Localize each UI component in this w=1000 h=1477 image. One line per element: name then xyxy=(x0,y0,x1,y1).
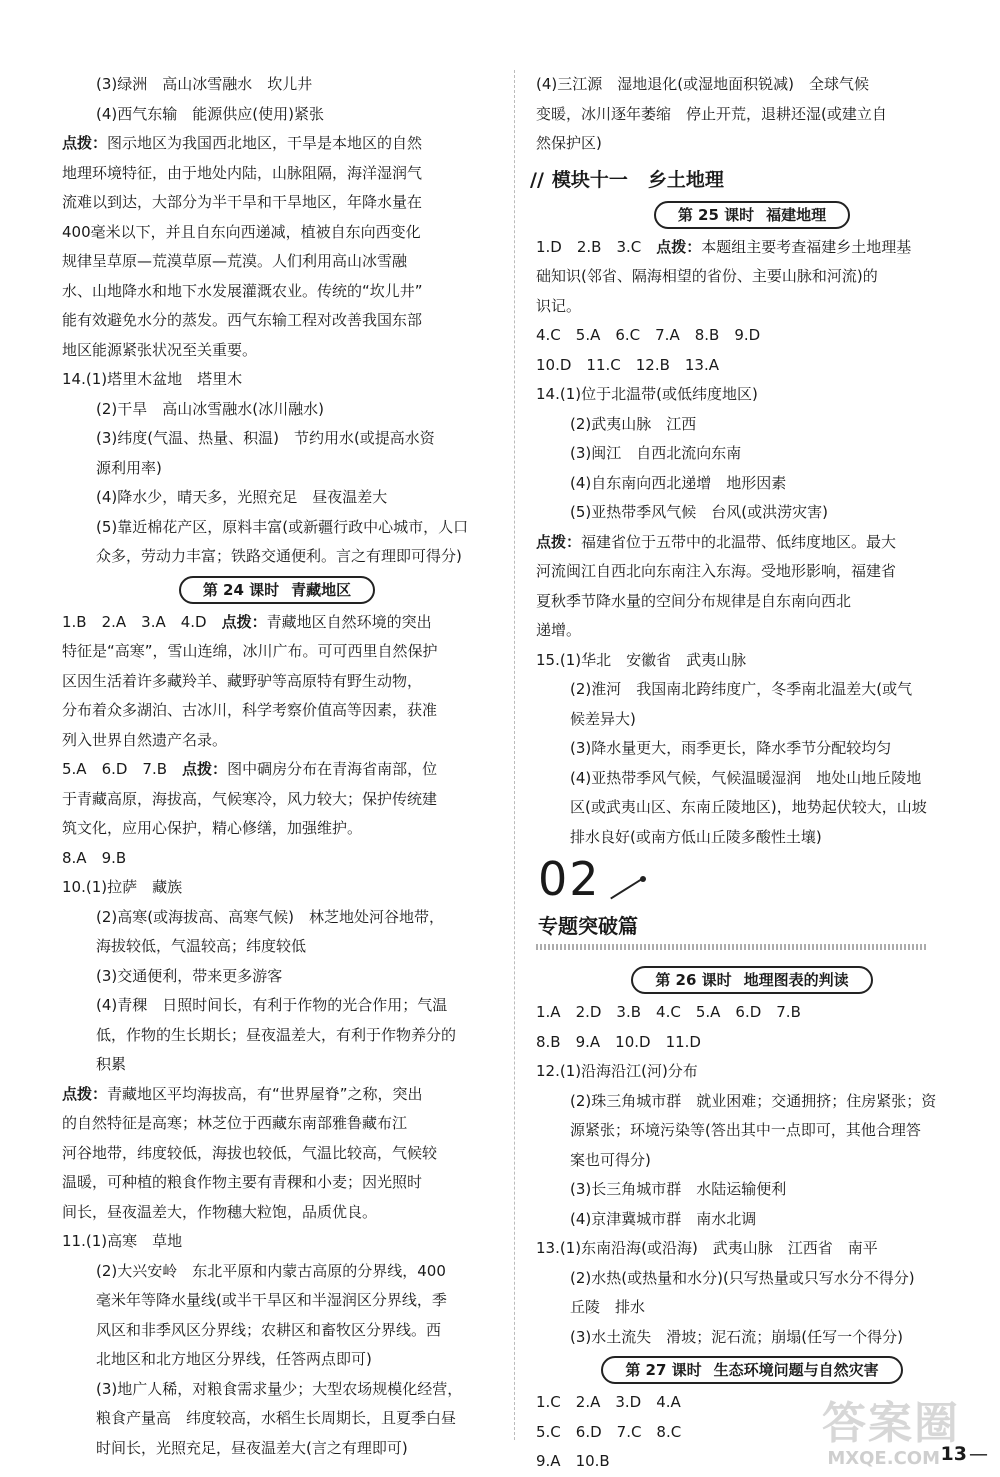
lesson-25-header: 第 25 课时 福建地理 xyxy=(536,201,968,229)
text-line: 于青藏高原，海拔高，气候寒冷，风力较大；保护传统建 xyxy=(62,789,438,808)
text-line: 温暖，可种植的粮食作物主要有青稞和小麦；因光照时 xyxy=(62,1173,423,1191)
text-line: 400毫米以下，并且自东向西递减，植被自东向西变化 xyxy=(62,222,421,241)
section-header xyxy=(536,852,968,962)
text-line: (2)大兴安岭 东北平原和内蒙古高原的分界线，400 xyxy=(96,1261,446,1280)
text-line: 特征是“高寒”，雪山连绵，冰川广布。可可西里自然保护 xyxy=(62,642,438,660)
text-line: 能有效避免水分的蒸发。西气东输工程对改善我国东部 xyxy=(62,311,423,329)
text-line: (4)京津冀城市群 南水北调 xyxy=(570,1209,757,1228)
text-line: 8.B 9.A 10.D 11.D xyxy=(536,1032,701,1051)
section-title: 专题突破篇 xyxy=(538,914,638,938)
text-line: 1.C 2.A 3.D 4.A xyxy=(536,1393,681,1411)
text-line: (2)珠三角城市群 就业困难；交通拥挤；住房紧张；资 xyxy=(570,1091,937,1110)
text-line: 列入世界自然遗产名录。 xyxy=(62,730,228,749)
text-line: 风区和非季风区分界线；农耕区和畜牧区分界线。西 xyxy=(96,1320,442,1339)
text-line: (2)武夷山脉 江西 xyxy=(570,414,697,433)
watermark-url: MXQE.COM xyxy=(827,1448,940,1469)
text-line: 5.C 6.D 7.C 8.C xyxy=(536,1422,682,1441)
question-line: 11.(1)高寒 草地 xyxy=(62,1232,183,1250)
note-line: 点拨：福建省位于五带中的北温带、低纬度地区。最大 xyxy=(536,532,897,551)
text-line: 10.D 11.C 12.B 13.A xyxy=(536,355,719,374)
text-line: 低，作物的生长期长；昼夜温差大，有利于作物养分的 xyxy=(96,1025,457,1044)
text-line: (3)降水量更大，雨季更长，降水季节分配较均匀 xyxy=(570,739,892,757)
note-line: 点拨：图示地区为我国西北地区，干旱是本地区的自然 xyxy=(62,134,423,152)
text-line: 1.A 2.D 3.B 4.C 5.A 6.D 7.B xyxy=(536,1003,801,1021)
answer-line: 1.D 2.B 3.C 点拨：本题组主要考查福建乡土地理基 xyxy=(536,237,912,256)
text-line: (2)高寒(或海拔高、高寒气候) 林芝地处河谷地带， xyxy=(96,907,444,926)
text-line: 识记。 xyxy=(536,296,582,315)
text-line: 然保护区) xyxy=(536,134,602,152)
question-line: 10.(1)拉萨 藏族 xyxy=(62,878,183,896)
question-line: 12.(1)沿海沿江(河)分布 xyxy=(536,1062,698,1080)
text-line: 排水良好(或南方低山丘陵多酸性土壤) xyxy=(570,827,822,846)
text-line: 4.C 5.A 6.C 7.A 8.B 9.D xyxy=(536,326,761,344)
section-number: 02 xyxy=(538,852,601,906)
text-line: 丘陵 排水 xyxy=(570,1298,646,1316)
lesson-26-header: 第 26 课时 地理图表的判读 xyxy=(536,966,968,994)
pen-decoration-icon xyxy=(610,879,642,900)
text-line: 地区能源紧张状况至关重要。 xyxy=(62,340,258,359)
text-line: 候差异大) xyxy=(570,709,636,728)
text-line: (3)闽江 自西北流向东南 xyxy=(570,444,742,462)
text-line: (2)干旱 高山冰雪融水(冰川融水) xyxy=(96,399,324,418)
text-line: 源利用率) xyxy=(96,458,162,477)
question-line: 14.(1)位于北温带(或低纬度地区) xyxy=(536,385,758,403)
text-line: (3)地广人稀，对粮食需求量少；大型农场规模化经营， xyxy=(96,1379,463,1398)
text-line: 9.A 10.B xyxy=(536,1452,610,1470)
text-line: 积累 xyxy=(96,1055,127,1073)
text-line: (5)亚热带季风气候 台风(或洪涝灾害) xyxy=(570,503,828,521)
text-line: (2)淮河 我国南北跨纬度广，冬季南北温差大(或气 xyxy=(570,680,913,698)
text-line: 间长，昼夜温差大，作物穗大粒饱，品质优良。 xyxy=(62,1202,378,1221)
text-line: 规律呈草原—荒漠草原—荒漠。人们利用高山冰雪融 xyxy=(62,252,408,270)
text-line: 区因生活着许多藏羚羊、藏野驴等高原特有野生动物， xyxy=(62,671,423,690)
text-line: (3)绿洲 高山冰雪融水 坎儿井 xyxy=(96,75,313,93)
text-line: 流难以到达，大部分为半干旱和干旱地区，年降水量在 xyxy=(62,193,423,211)
text-line: 水、山地降水和地下水发展灌溉农业。传统的“坎儿井” xyxy=(62,281,423,300)
text-line: 础知识(邻省、隔海相望的省份、主要山脉和河流)的 xyxy=(536,267,878,285)
text-line: 众多，劳动力丰富；铁路交通便利。言之有理即可得分) xyxy=(96,547,462,565)
text-line: 递增。 xyxy=(536,621,582,639)
watermark-logo: 答案圈 xyxy=(822,1398,960,1449)
lesson-24-header: 第 24 课时 青藏地区 xyxy=(62,576,492,604)
right-column xyxy=(530,70,968,1477)
text-line: (4)自东南向西北递增 地形因素 xyxy=(570,473,787,492)
text-line: 时间长，光照充足，昼夜温差大(言之有理即可) xyxy=(96,1438,408,1457)
text-line: (4)降水少，晴天多，光照充足 昼夜温差大 xyxy=(96,488,388,506)
column-divider xyxy=(514,70,516,1440)
text-line: 区(或武夷山区、东南丘陵地区)，地势起伏较大，山坡 xyxy=(570,798,927,816)
text-line: (4)青稞 日照时间长，有利于作物的光合作用；气温 xyxy=(96,996,448,1014)
text-line: (3)纬度(气温、热量、积温) 节约用水(或提高水资 xyxy=(96,429,435,447)
text-line: 变暖，冰川逐年萎缩 停止开荒，退耕还湿(或建立自 xyxy=(536,104,887,123)
question-line: 14.(1)塔里木盆地 塔里木 xyxy=(62,370,243,388)
note-line: 点拨：青藏地区平均海拔高，有“世界屋脊”之称，突出 xyxy=(62,1084,423,1103)
module-title: // 模块十一 乡土地理 xyxy=(530,168,724,191)
text-line: (3)水土流失 滑坡；泥石流；崩塌(任写一个得分) xyxy=(570,1327,903,1346)
text-line: (2)水热(或热量和水分)(只写热量或只写水分不得分) xyxy=(570,1268,915,1287)
answer-line: 8.A 9.B xyxy=(62,848,127,867)
text-line: (4)亚热带季风气候，气候温暖湿润 地处山地丘陵地 xyxy=(570,768,922,787)
pen-dot-icon xyxy=(640,876,646,882)
text-line: 河谷地带，纬度较低，海拔也较低，气温比较高，气候较 xyxy=(62,1143,438,1162)
lesson-27-header: 第 27 课时 生态环境问题与自然灾害 xyxy=(536,1356,968,1384)
text-line: 毫米年等降水量线(或半干旱区和半湿润区分界线，季 xyxy=(96,1291,447,1309)
text-line: 案也可得分) xyxy=(570,1150,651,1169)
text-line: (3)交通便利，带来更多游客 xyxy=(96,966,283,985)
question-line: 13.(1)东南沿海(或沿海) 武夷山脉 江西省 南平 xyxy=(536,1239,878,1257)
text-line: 分布着众多湖泊、古冰川，科学考察价值高等因素，获准 xyxy=(62,701,438,719)
text-line: 河流闽江自西北向东南注入东海。受地形影响，福建省 xyxy=(536,562,897,580)
text-line: (3)长三角城市群 水陆运输便利 xyxy=(570,1180,787,1198)
text-line: (4)西气东输 能源供应(使用)紧张 xyxy=(96,104,324,123)
text-line: 筑文化，应用心保护，精心修缮，加强维护。 xyxy=(62,819,363,837)
text-line: 地理环境特征，由于地处内陆，山脉阻隔，海洋湿润气 xyxy=(62,163,423,182)
text-line: 源紧张；环境污染等(答出其中一点即可，其他合理答 xyxy=(570,1121,921,1139)
text-line: (4)三江源 湿地退化(或湿地面积锐减) 全球气候 xyxy=(536,75,869,93)
text-line: 夏秋季节降水量的空间分布规律是自东南向西北 xyxy=(536,591,852,610)
text-line: 北地区和北方地区分界线，任答两点即可) xyxy=(96,1350,372,1368)
section-rule xyxy=(536,944,926,950)
answer-line: 1.B 2.A 3.A 4.D 点拨：青藏地区自然环境的突出 xyxy=(62,612,432,631)
left-column xyxy=(62,70,492,1463)
answer-line: 5.A 6.D 7.B 点拨：图中碉房分布在青海省南部，位 xyxy=(62,760,438,778)
text-line: 粮食产量高 纬度较高，水稻生长周期长，且夏季白昼 xyxy=(96,1409,457,1427)
page-number: 13 — xyxy=(940,1443,988,1465)
text-line: (5)靠近棉花产区，原料丰富(或新疆行政中心城市，人口 xyxy=(96,517,469,536)
question-line: 15.(1)华北 安徽省 武夷山脉 xyxy=(536,650,747,669)
text-line: 的自然特征是高寒；林芝位于西藏东南部雅鲁藏布江 xyxy=(62,1114,408,1132)
text-line: 海拔较低，气温较高；纬度较低 xyxy=(96,937,307,955)
